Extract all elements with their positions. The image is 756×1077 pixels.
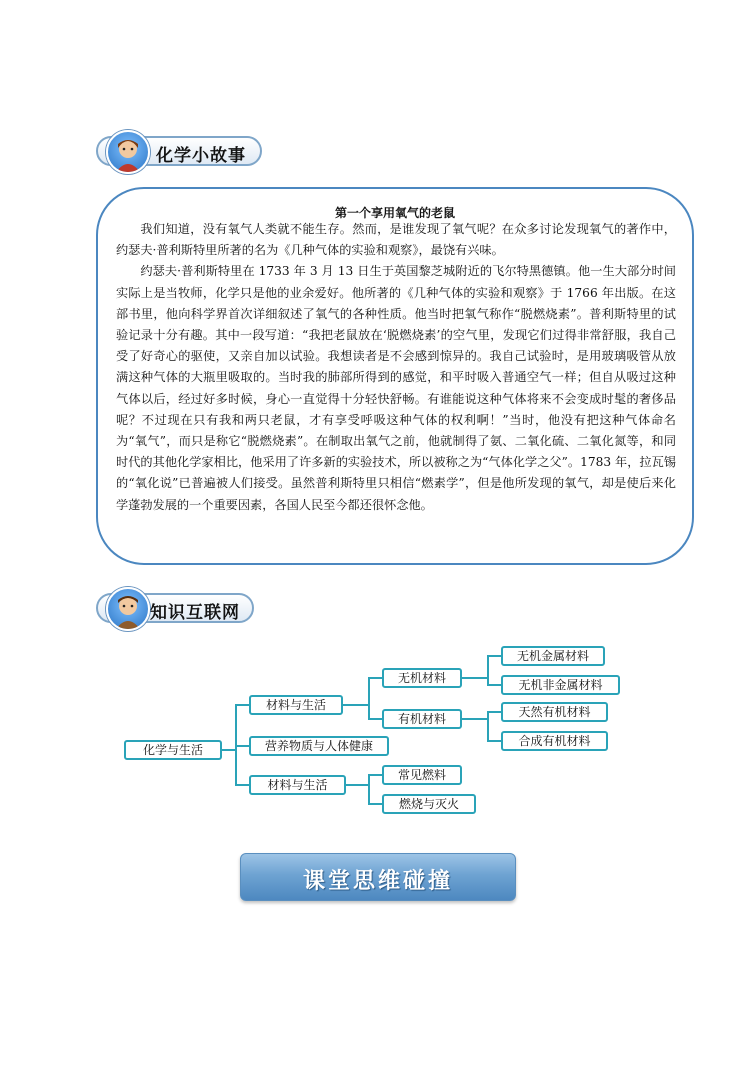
connector — [368, 677, 382, 679]
mindmap-node-inorganic-metal: 无机金属材料 — [501, 646, 605, 666]
mindmap-node-inorganic: 无机材料 — [382, 668, 462, 688]
story-paragraph: 约瑟夫·普利斯特里在 1733 年 3 月 13 日生于英国黎芝城附近的飞尔特黑德镇。他一生大部分时间实际上是当牧师，化学只是他的业余爱好。他所著的《几种气体的实验和观察》于 1766 年出版。在这部书里，他向科学界首次详细叙述了氧气的各种性质。他当时把氧气称作“脱燃烧素”。普利斯特里的试验记录十分有趣。其中一段写道：“我把老鼠放在‘脱燃烧素’的空气里，发现它们过得非常舒服，我自己受了好奇心的驱使，又亲自加以试验。我想读者是不会感到惊异的。我自己试验时，是用玻璃吸管从放满这种气体的大瓶里吸取的。当时我的肺部所得到的感觉，和平时吸入普通空气一样；但自从吸过这种气体以后，经过好多时候，身心一直觉得十分轻快舒畅。有谁能说这种气体将来不会变成时髦的奢侈品呢？不过现在只有我和两只老鼠，才有享受呼吸这种气体的权利啊！”当时，他没有把这种气体命名为“氧气”，而只是称它“脱燃烧素”。在制取出氧气之前，他就制得了氨、二氧化硫、二氧化氮等，和同时代的其他化学家相比，他采用了许多新的实验技术，所以被称之为“气体化学之父”。1783 年，拉瓦锡的“氧化说”已普遍被人们接受。虽然普利斯特里只相信“燃素学”，但是他所发现的氧气，却是使后来化学蓬勃发展的一个重要因素，各国人民至今都还很怀念他。 — [116, 264, 676, 512]
mindmap-node-fuels: 常见燃料 — [382, 765, 462, 785]
connector — [368, 677, 370, 720]
story-body — [116, 219, 676, 516]
classroom-banner — [240, 853, 516, 901]
section-title: 知识互联网 — [150, 603, 240, 623]
connector — [487, 711, 501, 713]
banner-title: 课堂思维碰撞 — [302, 869, 453, 894]
connector — [346, 784, 370, 786]
connector — [368, 774, 382, 776]
mindmap-node-organic: 有机材料 — [382, 709, 462, 729]
story-paragraph: 我们知道，没有氧气人类就不能生存。然而，是谁发现了氧气呢？在众多讨论发现氧气的著作中，约瑟夫·普利斯特里所著的名为《几种气体的实验和观察》，最饶有兴味。 — [116, 222, 676, 258]
connector — [487, 684, 501, 686]
story-box — [96, 187, 694, 565]
connector — [235, 704, 249, 706]
mindmap-node-combustion: 燃烧与灭火 — [382, 794, 476, 814]
connector — [487, 655, 489, 686]
connector — [487, 655, 501, 657]
teacher-avatar-icon — [106, 130, 150, 174]
section-title: 化学小故事 — [156, 146, 246, 166]
story-title: 第一个享用氧气的老鼠 — [334, 206, 455, 220]
connector — [368, 718, 382, 720]
connector — [462, 677, 488, 679]
connector — [235, 745, 249, 747]
mindmap-node-natural-organic: 天然有机材料 — [501, 702, 608, 722]
story-section-header — [96, 136, 262, 166]
mindmap-node-inorganic-nonmetal: 无机非金属材料 — [501, 675, 620, 695]
connector — [487, 740, 501, 742]
network-section-header — [96, 593, 254, 623]
connector — [487, 711, 489, 742]
connector — [462, 718, 488, 720]
mindmap-root: 化学与生活 — [124, 740, 222, 760]
mindmap-node-materials: 材料与生活 — [249, 695, 343, 715]
mindmap-node-nutrition: 营养物质与人体健康 — [249, 736, 389, 756]
mindmap-node-synthetic-organic: 合成有机材料 — [501, 731, 608, 751]
connector — [222, 749, 236, 751]
connector — [368, 803, 382, 805]
connector — [235, 784, 249, 786]
student-avatar-icon — [106, 587, 150, 631]
connector — [343, 704, 369, 706]
connector — [368, 774, 370, 805]
mindmap-node-materials-2: 材料与生活 — [249, 775, 346, 795]
